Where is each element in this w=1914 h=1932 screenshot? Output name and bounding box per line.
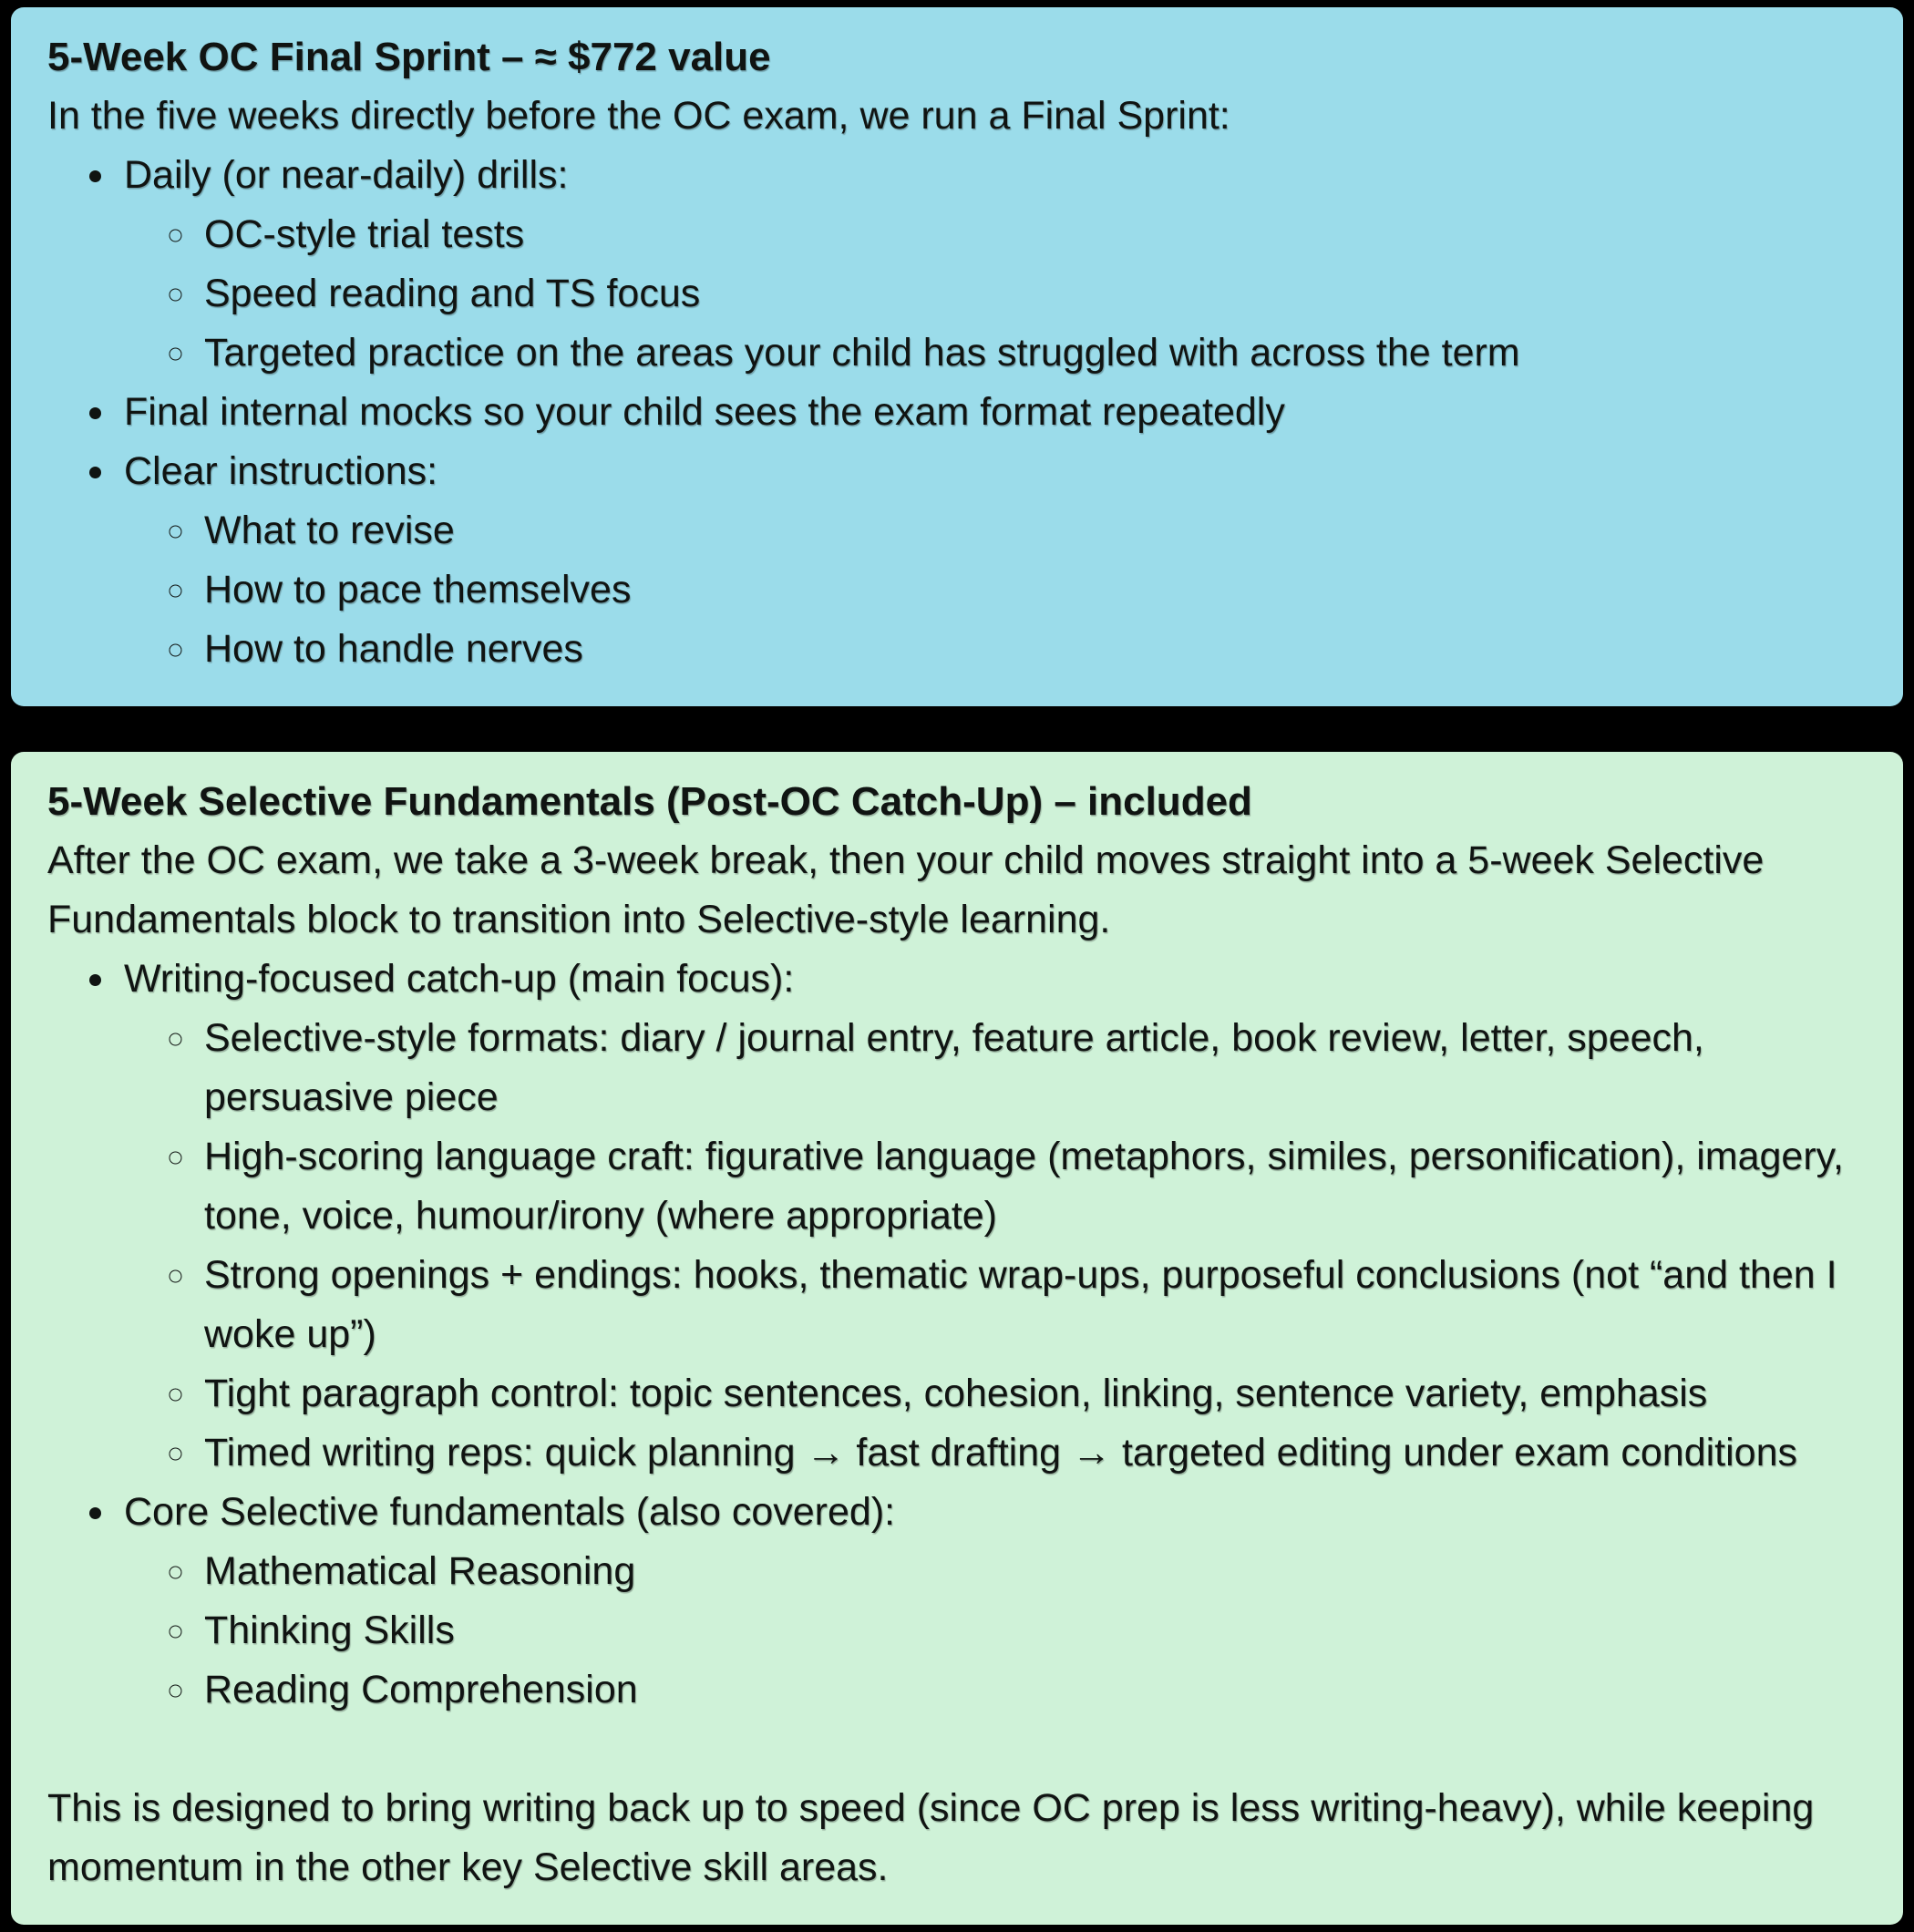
- bullet-text: Thinking Skills: [204, 1608, 455, 1652]
- panel-oc-title: 5-Week OC Final Sprint – ≈ $772 value: [47, 35, 771, 79]
- bullet-text: Final internal mocks so your child sees the exam format repeatedly: [124, 390, 1285, 434]
- bullet-text: Targeted practice on the areas your child has struggled with across the term: [204, 331, 1520, 375]
- oc-sub-list-drills: [124, 205, 1867, 383]
- panel-selective-title: 5-Week Selective Fundamentals (Post-OC Catch-Up) – included: [47, 779, 1252, 824]
- selective-bullet-list: [47, 950, 1867, 1720]
- oc-sub-list-instructions: [124, 501, 1867, 679]
- bullet-text: Speed reading and TS focus: [204, 272, 701, 315]
- bullet-text: Strong openings + endings: hooks, thematic wrap-ups, purposeful conclusions (not “and then I woke up”): [204, 1253, 1837, 1356]
- panel-oc-final-sprint: [11, 7, 1903, 706]
- sub-bullet-item: [199, 1660, 1867, 1720]
- bullet-text: Tight paragraph control: topic sentences, cohesion, linking, sentence variety, emphasis: [204, 1372, 1708, 1415]
- bullet-text: OC-style trial tests: [204, 212, 525, 256]
- bullet-text: Reading Comprehension: [204, 1668, 638, 1711]
- sub-bullet-item: [199, 1246, 1867, 1364]
- panel-selective-footer: This is designed to bring writing back up to speed (since OC prep is less writing-heavy), while keeping momentum in the other key Selective skill areas.: [47, 1786, 1815, 1889]
- sub-bullet-item: [199, 620, 1867, 679]
- selective-sub-list-core: [124, 1542, 1867, 1720]
- bullet-text: High-scoring language craft: figurative language (metaphors, similes, personification), imagery, tone, voice, humour/irony (where appropriate): [204, 1135, 1844, 1238]
- bullet-item: [118, 442, 1867, 679]
- sub-bullet-item: [199, 1601, 1867, 1660]
- bullet-text: Writing-focused catch-up (main focus):: [124, 957, 795, 1001]
- sub-bullet-item: [199, 324, 1867, 383]
- sub-bullet-item: [199, 1542, 1867, 1601]
- bullet-item: [118, 146, 1867, 383]
- sub-bullet-item: [199, 1127, 1867, 1246]
- bullet-text: What to revise: [204, 509, 455, 552]
- bullet-item: [118, 1483, 1867, 1720]
- bullet-text: How to pace themselves: [204, 568, 632, 611]
- sub-bullet-item: [199, 1009, 1867, 1127]
- panel-oc-intro: In the five weeks directly before the OC exam, we run a Final Sprint:: [47, 94, 1230, 138]
- panel-selective-fundamentals: [11, 752, 1903, 1925]
- panel-selective-intro: After the OC exam, we take a 3-week break, then your child moves straight into a 5-week Selective Fundamentals block to transition into Selective-style learning.: [47, 838, 1765, 941]
- bullet-text: Selective-style formats: diary / journal entry, feature article, book review, letter, speech, persuasive piece: [204, 1016, 1704, 1119]
- bullet-text: How to handle nerves: [204, 627, 583, 671]
- oc-bullet-list: [47, 146, 1867, 679]
- bullet-text: Timed writing reps: quick planning → fast drafting → targeted editing under exam conditions: [204, 1431, 1797, 1475]
- sub-bullet-item: [199, 1423, 1867, 1483]
- sub-bullet-item: [199, 1364, 1867, 1423]
- bullet-text: Clear instructions:: [124, 449, 438, 493]
- selective-sub-list-writing: [124, 1009, 1867, 1483]
- bullet-text: Daily (or near-daily) drills:: [124, 153, 569, 197]
- page: [0, 7, 1914, 1925]
- bullet-item: [118, 950, 1867, 1483]
- bullet-text: Mathematical Reasoning: [204, 1549, 636, 1593]
- sub-bullet-item: [199, 501, 1867, 560]
- bullet-item: [118, 383, 1867, 442]
- sub-bullet-item: [199, 264, 1867, 324]
- sub-bullet-item: [199, 205, 1867, 264]
- bullet-text: Core Selective fundamentals (also covered):: [124, 1490, 896, 1534]
- sub-bullet-item: [199, 560, 1867, 620]
